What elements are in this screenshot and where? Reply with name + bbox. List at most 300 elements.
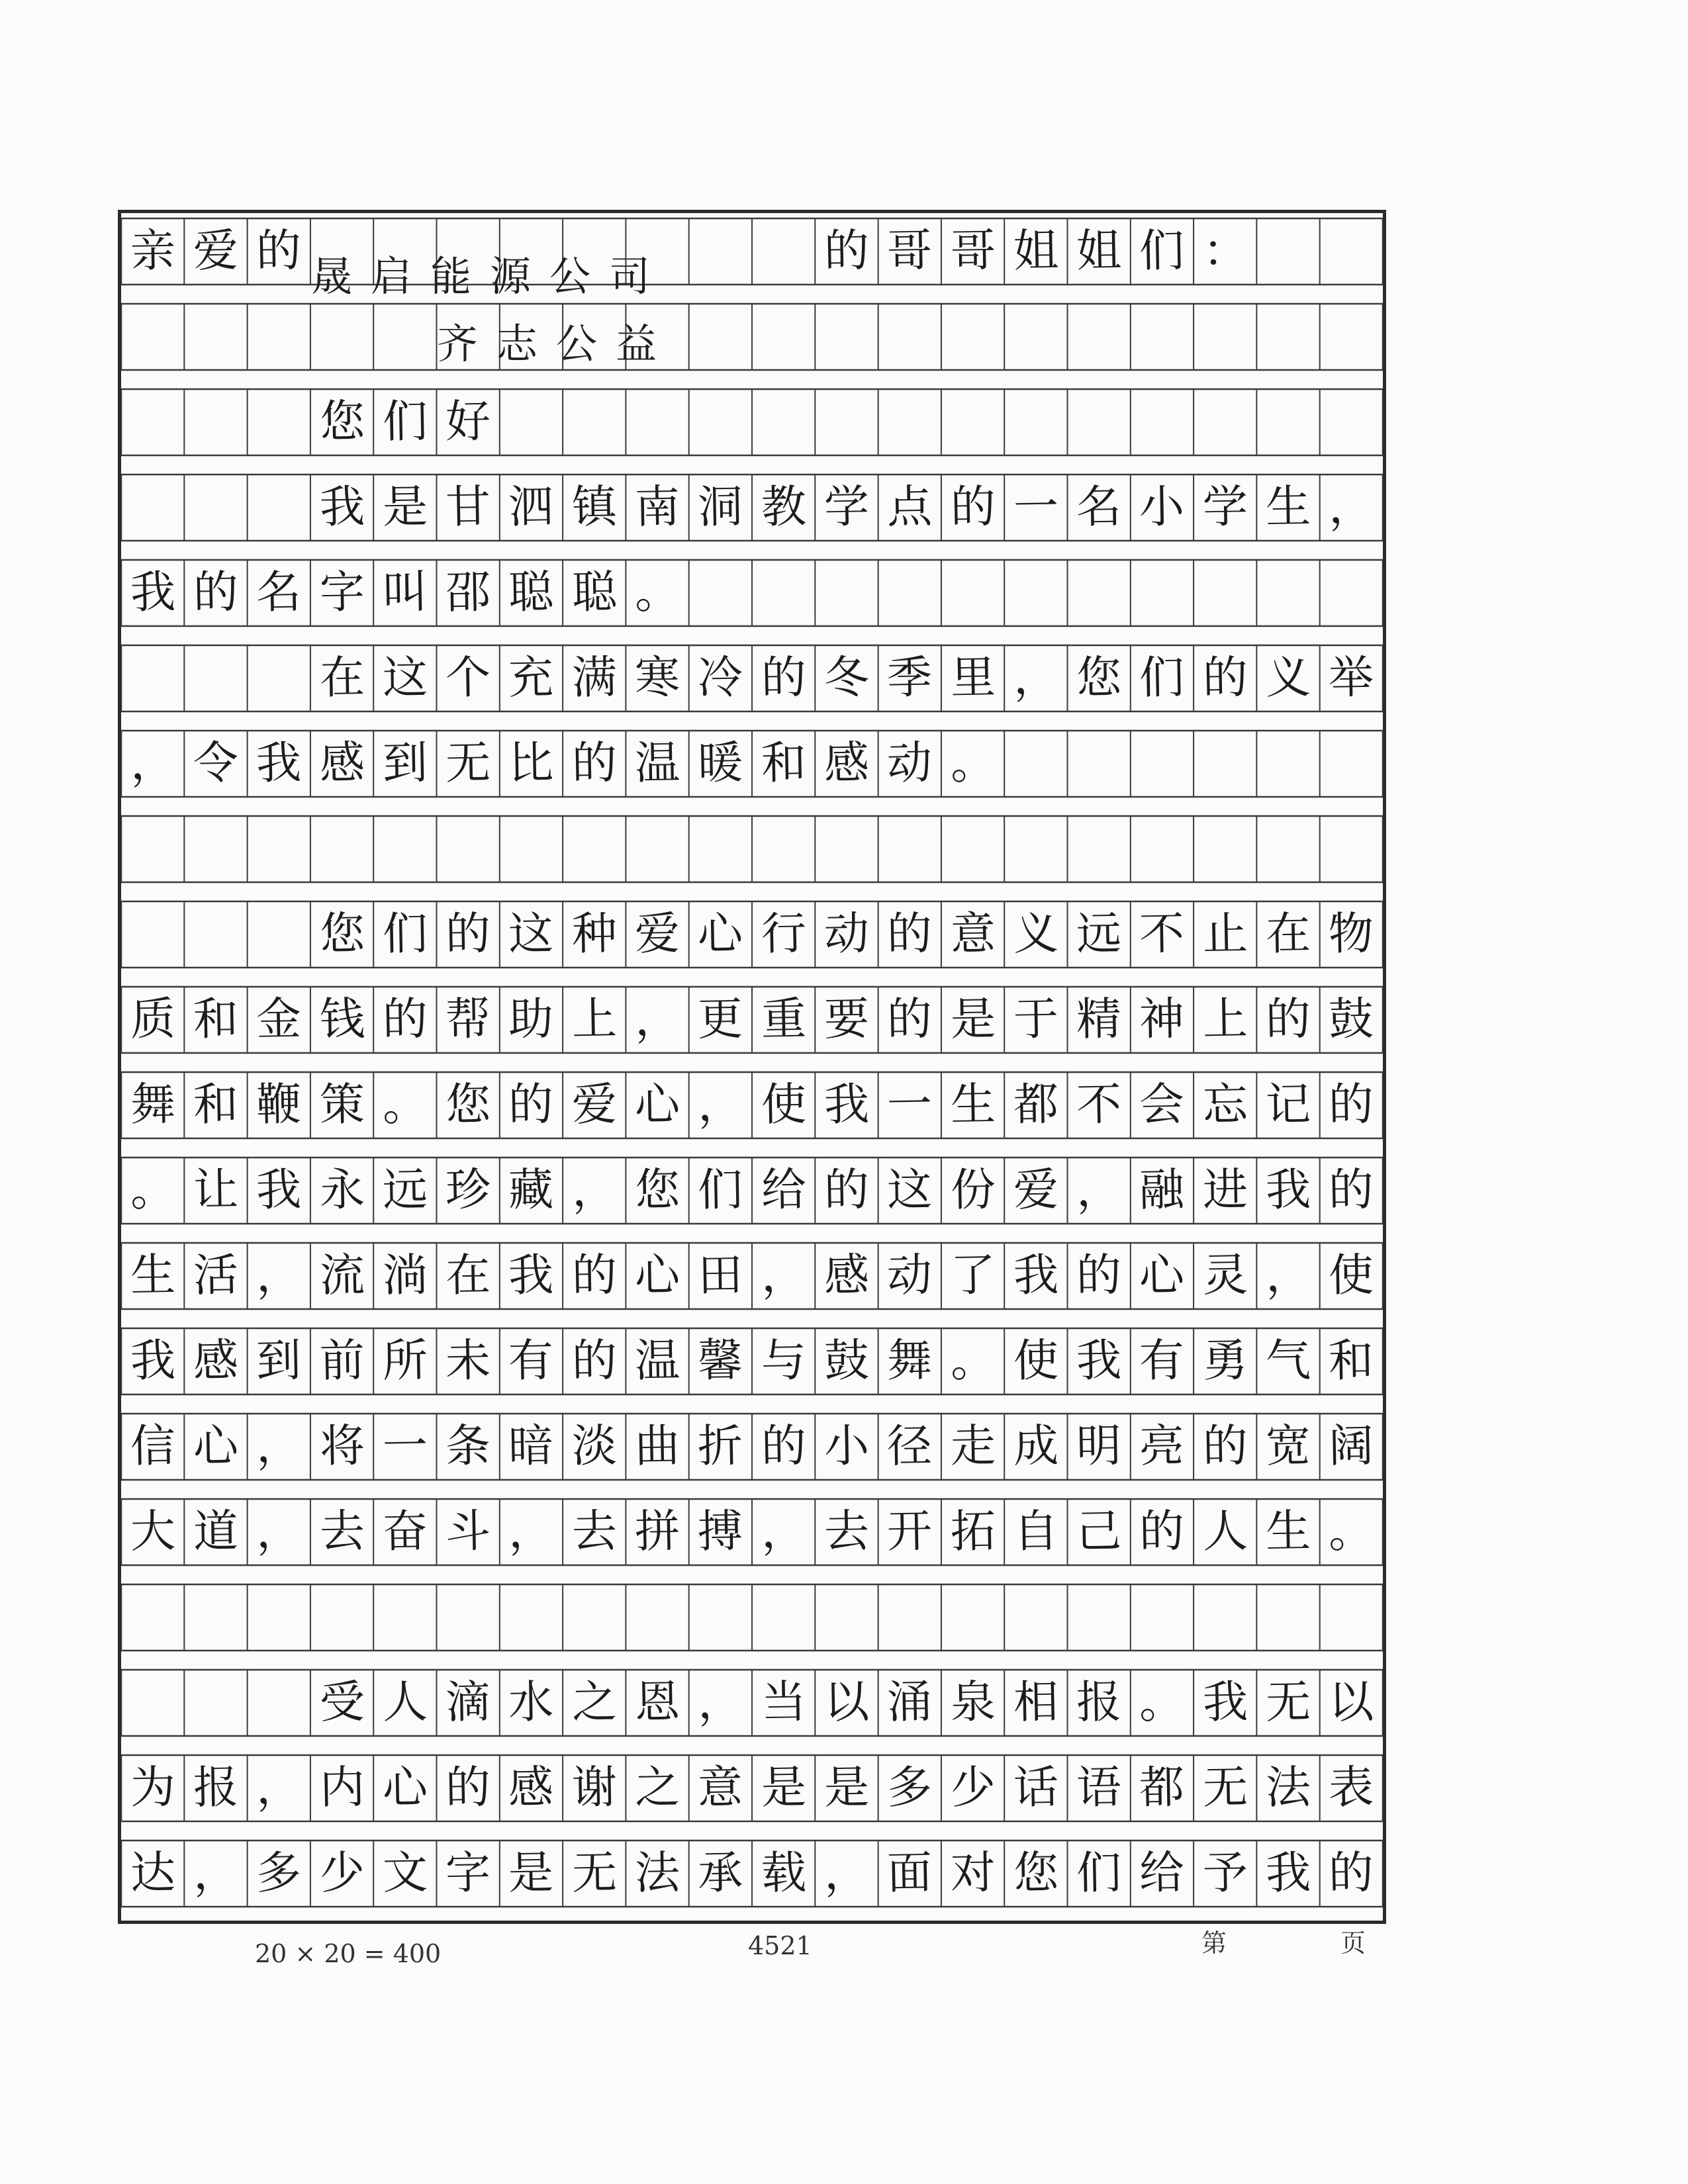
handwritten-character: 的	[1139, 1505, 1186, 1559]
manuscript-line	[121, 1072, 1383, 1138]
handwritten-character: 心	[634, 1078, 680, 1132]
handwritten-character: 一	[886, 1078, 933, 1132]
handwritten-character: 感	[823, 1249, 870, 1302]
handwritten-character: ，	[193, 1846, 239, 1900]
handwritten-character: 爱	[571, 1078, 618, 1132]
handwritten-character: 人	[382, 1676, 428, 1729]
handwritten-character: 远	[1076, 907, 1122, 961]
handwritten-character: 学	[823, 480, 870, 534]
handwritten-character: 忘	[1202, 1078, 1248, 1132]
handwritten-character: 给	[1139, 1846, 1186, 1900]
handwritten-character: 了	[949, 1249, 996, 1302]
handwritten-character: 以	[1328, 1676, 1375, 1729]
handwritten-character: 多	[256, 1846, 302, 1900]
manuscript-line	[121, 1243, 1383, 1309]
handwritten-character: 舞	[129, 1078, 176, 1132]
handwritten-character: 大	[129, 1505, 176, 1559]
manuscript-line	[121, 1755, 1383, 1821]
handwritten-character: 有	[508, 1334, 555, 1388]
handwritten-character: 淌	[382, 1249, 428, 1302]
handwritten-character: 勇	[1202, 1334, 1248, 1388]
handwritten-character: 名	[1076, 480, 1122, 534]
manuscript-line	[121, 987, 1383, 1053]
handwritten-character: 南	[634, 480, 680, 534]
handwritten-character: 的	[1265, 993, 1311, 1046]
handwritten-character: 动	[886, 737, 933, 790]
handwritten-character: ，	[823, 1846, 870, 1900]
handwritten-character: 生	[1265, 1505, 1311, 1559]
handwritten-character: 这	[508, 907, 555, 961]
handwritten-character: 。	[634, 566, 680, 619]
handwritten-character: 的	[508, 1078, 555, 1132]
handwritten-character: 上	[571, 993, 618, 1046]
handwritten-character: 无	[571, 1846, 618, 1900]
handwritten-character: 滴	[445, 1676, 491, 1729]
handwritten-character: 不	[1076, 1078, 1122, 1132]
handwritten-character: 受	[318, 1676, 365, 1729]
handwritten-character: 所	[382, 1334, 428, 1388]
handwritten-character: 无	[1265, 1676, 1311, 1729]
handwritten-character: 当	[760, 1676, 807, 1729]
manuscript-line	[121, 218, 1383, 285]
handwritten-character: 谢	[571, 1761, 618, 1815]
grid-spec: 20 × 20 = 400	[255, 1939, 442, 1968]
handwritten-character: 我	[1202, 1676, 1248, 1729]
handwritten-character: 进	[1202, 1163, 1248, 1217]
handwritten-character: 无	[1202, 1761, 1248, 1815]
handwritten-character: 我	[1265, 1846, 1311, 1900]
handwritten-character: 聪	[508, 566, 555, 619]
handwritten-character: 无	[445, 737, 491, 790]
handwritten-character: 感	[508, 1761, 555, 1815]
handwritten-character: 的	[445, 1761, 491, 1815]
handwritten-character: 的	[1328, 1078, 1375, 1132]
handwritten-character: 份	[949, 1163, 996, 1217]
handwritten-character: ，	[256, 1505, 302, 1559]
handwritten-character: 语	[1076, 1761, 1122, 1815]
handwritten-character: 和	[760, 737, 807, 790]
handwritten-character: 面	[886, 1846, 933, 1900]
handwritten-character: 流	[318, 1249, 365, 1302]
handwritten-character: 搏	[697, 1505, 744, 1559]
handwritten-character: 的	[445, 907, 491, 961]
handwritten-character: 不	[1139, 907, 1186, 961]
handwritten-character: 爱	[193, 224, 239, 278]
handwritten-character: 少	[318, 1846, 365, 1900]
manuscript-line	[121, 560, 1383, 626]
handwritten-character: 好	[445, 395, 491, 449]
handwritten-character: 亮	[1139, 1420, 1186, 1473]
manuscript-line	[121, 1328, 1383, 1394]
handwritten-character: 。	[1328, 1505, 1375, 1559]
handwritten-character: 字	[445, 1846, 491, 1900]
handwritten-character: 您	[1013, 1846, 1059, 1900]
handwritten-character: 我	[129, 1334, 176, 1388]
handwritten-character: ，	[1328, 480, 1375, 534]
handwritten-character: 是	[949, 993, 996, 1046]
handwritten-character: ，	[129, 737, 176, 790]
handwritten-character: 在	[445, 1249, 491, 1302]
handwritten-character: 意	[697, 1761, 744, 1815]
handwritten-character: 们	[382, 395, 428, 449]
handwritten-character: 的	[256, 224, 302, 278]
handwritten-character: ，	[697, 1078, 744, 1132]
handwritten-character: 。	[949, 1334, 996, 1388]
handwritten-character: 金	[256, 993, 302, 1046]
handwritten-character: 自	[1013, 1505, 1059, 1559]
handwritten-character: 动	[823, 907, 870, 961]
handwritten-character: 径	[886, 1420, 933, 1473]
handwritten-character: 和	[1328, 1334, 1375, 1388]
handwritten-character: 开	[886, 1505, 933, 1559]
handwritten-character: 是	[823, 1761, 870, 1815]
handwritten-character: 的	[571, 737, 618, 790]
manuscript-line	[121, 1499, 1383, 1565]
handwritten-character: 意	[949, 907, 996, 961]
handwritten-character: 。	[129, 1163, 176, 1217]
handwritten-character: 明	[1076, 1420, 1122, 1473]
handwritten-character: 神	[1139, 993, 1186, 1046]
handwritten-character: 令	[193, 737, 239, 790]
handwritten-character: 表	[1328, 1761, 1375, 1815]
handwritten-character: ，	[697, 1676, 744, 1729]
handwritten-character: 的	[1202, 651, 1248, 705]
handwritten-character: 己	[1076, 1505, 1122, 1559]
handwritten-character: 温	[634, 1334, 680, 1388]
handwritten-character: 我	[256, 1163, 302, 1217]
handwritten-character: 记	[1265, 1078, 1311, 1132]
handwritten-character: 这	[382, 651, 428, 705]
manuscript-line	[121, 389, 1383, 455]
handwritten-character: 田	[697, 1249, 744, 1302]
handwritten-character: ，	[760, 1505, 807, 1559]
handwritten-character: 馨	[697, 1334, 744, 1388]
handwritten-character: 的	[1328, 1846, 1375, 1900]
handwritten-character: 帮	[445, 993, 491, 1046]
handwritten-character: 教	[760, 480, 807, 534]
handwritten-character: 钱	[318, 993, 365, 1046]
handwritten-character: 精	[1076, 993, 1122, 1046]
handwritten-character: 我	[1265, 1163, 1311, 1217]
sheet-code: 4521	[748, 1931, 812, 1960]
handwritten-character: 。	[949, 737, 996, 790]
handwritten-character: ，	[1076, 1163, 1122, 1217]
handwritten-character: 水	[508, 1676, 555, 1729]
handwritten-character: 的	[193, 566, 239, 619]
handwritten-character: 您	[634, 1163, 680, 1217]
handwritten-character: 文	[382, 1846, 428, 1900]
handwritten-character: 心	[382, 1761, 428, 1815]
handwritten-character: 行	[760, 907, 807, 961]
handwritten-character: 哥	[886, 224, 933, 278]
handwritten-character: 上	[1202, 993, 1248, 1046]
handwritten-character: 给	[760, 1163, 807, 1217]
handwritten-character: 心	[1139, 1249, 1186, 1302]
handwritten-character: 藏	[508, 1163, 555, 1217]
handwritten-character: 我	[256, 737, 302, 790]
handwritten-character: 话	[1013, 1761, 1059, 1815]
handwritten-character: 予	[1202, 1846, 1248, 1900]
handwritten-character: 成	[1013, 1420, 1059, 1473]
handwritten-character: 冬	[823, 651, 870, 705]
manuscript-line	[121, 1584, 1383, 1651]
handwritten-character: ，	[1265, 1249, 1311, 1302]
handwritten-character: 我	[1013, 1249, 1059, 1302]
handwritten-character: 叫	[382, 566, 428, 619]
handwritten-character: 折	[697, 1420, 744, 1473]
handwritten-character: 于	[1013, 993, 1059, 1046]
handwritten-character: 使	[1328, 1249, 1375, 1302]
handwritten-character: 的	[886, 993, 933, 1046]
handwritten-character: 感	[823, 737, 870, 790]
handwritten-character: 举	[1328, 651, 1375, 705]
handwritten-character: 前	[318, 1334, 365, 1388]
handwritten-character: 在	[318, 651, 365, 705]
handwritten-character: 使	[1013, 1334, 1059, 1388]
handwritten-character: 曲	[634, 1420, 680, 1473]
handwritten-character: 道	[193, 1505, 239, 1559]
handwritten-character: 策	[318, 1078, 365, 1132]
manuscript-line	[121, 1158, 1383, 1224]
handwritten-character: 种	[571, 907, 618, 961]
handwritten-character: 重	[760, 993, 807, 1046]
handwritten-character: 的	[823, 1163, 870, 1217]
handwritten-character: 暖	[697, 737, 744, 790]
handwritten-character: 奋	[382, 1505, 428, 1559]
handwritten-character: 多	[886, 1761, 933, 1815]
handwritten-character: 生	[949, 1078, 996, 1132]
handwritten-character: 。	[382, 1078, 428, 1132]
handwritten-character: 更	[697, 993, 744, 1046]
handwritten-character: ，	[508, 1505, 555, 1559]
handwritten-character: ，	[256, 1761, 302, 1815]
handwritten-character: 宽	[1265, 1420, 1311, 1473]
handwritten-character: 学	[1202, 480, 1248, 534]
handwritten-character: 冷	[697, 651, 744, 705]
handwritten-character: 动	[886, 1249, 933, 1302]
page-suffix: 页	[1340, 1929, 1366, 1958]
handwritten-character: 泗	[508, 480, 555, 534]
handwritten-character: 我	[823, 1078, 870, 1132]
handwritten-character: 之	[634, 1761, 680, 1815]
handwritten-character: 姐	[1076, 224, 1122, 278]
handwritten-character: 字	[318, 566, 365, 619]
handwritten-character: 斗	[445, 1505, 491, 1559]
handwritten-character: 我	[1076, 1334, 1122, 1388]
handwritten-character: 报	[193, 1761, 239, 1815]
handwritten-character: 感	[318, 737, 365, 790]
handwritten-character: 心	[697, 907, 744, 961]
handwritten-character: 泉	[949, 1676, 996, 1729]
handwritten-character: 为	[129, 1761, 176, 1815]
handwritten-character: 的	[1076, 1249, 1122, 1302]
handwritten-character: 寒	[634, 651, 680, 705]
handwritten-character: 甘	[445, 480, 491, 534]
handwritten-character: 的	[571, 1334, 618, 1388]
handwritten-character: 条	[445, 1420, 491, 1473]
handwritten-character: 生	[129, 1249, 176, 1302]
handwritten-character: 涌	[886, 1676, 933, 1729]
handwritten-character: 融	[1139, 1163, 1186, 1217]
handwritten-character: 与	[760, 1334, 807, 1388]
handwritten-character: 一	[1013, 480, 1059, 534]
handwritten-character: 您	[1076, 651, 1122, 705]
handwritten-character: 名	[256, 566, 302, 619]
handwritten-character: 镇	[571, 480, 618, 534]
handwritten-character: 和	[193, 1078, 239, 1132]
handwritten-character: 姐	[1013, 224, 1059, 278]
handwritten-character: 到	[256, 1334, 302, 1388]
handwritten-character: 远	[382, 1163, 428, 1217]
handwritten-character: 哥	[949, 224, 996, 278]
handwritten-character: 法	[1265, 1761, 1311, 1815]
handwritten-character: 满	[571, 651, 618, 705]
page-prefix: 第	[1201, 1929, 1227, 1958]
handwritten-character: 亲	[129, 224, 176, 278]
handwritten-character: 比	[508, 737, 555, 790]
handwritten-character: 的	[382, 993, 428, 1046]
handwritten-character: 会	[1139, 1078, 1186, 1132]
handwritten-character: 少	[949, 1761, 996, 1815]
handwritten-character: 您	[318, 395, 365, 449]
handwritten-character: 义	[1013, 907, 1059, 961]
handwritten-character: 信	[129, 1420, 176, 1473]
handwritten-character: 止	[1202, 907, 1248, 961]
handwritten-character: 的	[949, 480, 996, 534]
manuscript-line	[121, 645, 1383, 711]
handwritten-character: 一	[382, 1420, 428, 1473]
handwritten-character: 人	[1202, 1505, 1248, 1559]
handwritten-character: 内	[318, 1761, 365, 1815]
handwritten-character: 活	[193, 1249, 239, 1302]
handwritten-character: 灵	[1202, 1249, 1248, 1302]
handwritten-character: 珍	[445, 1163, 491, 1217]
handwritten-character: 以	[823, 1676, 870, 1729]
handwritten-character: 小	[823, 1420, 870, 1473]
handwritten-character: 拓	[949, 1505, 996, 1559]
handwritten-character: 感	[193, 1334, 239, 1388]
handwritten-character: 都	[1013, 1078, 1059, 1132]
handwritten-character: 爱	[634, 907, 680, 961]
handwritten-character: 是	[382, 480, 428, 534]
handwritten-character: 质	[129, 993, 176, 1046]
handwritten-character: 法	[634, 1846, 680, 1900]
handwritten-character: 和	[193, 993, 239, 1046]
handwritten-character: 使	[760, 1078, 807, 1132]
handwritten-character: 心	[634, 1249, 680, 1302]
handwritten-character: 气	[1265, 1334, 1311, 1388]
handwritten-character: 小	[1139, 480, 1186, 534]
handwritten-character: 的	[886, 907, 933, 961]
handwritten-character: ，	[571, 1163, 618, 1217]
handwritten-character: 聪	[571, 566, 618, 619]
handwritten-character: 生	[1265, 480, 1311, 534]
manuscript-line	[121, 731, 1383, 797]
handwritten-character: 。	[1139, 1676, 1186, 1729]
handwritten-character: 相	[1013, 1676, 1059, 1729]
handwritten-character: 们	[1139, 651, 1186, 705]
handwritten-character: ，	[256, 1249, 302, 1302]
manuscript-line	[121, 816, 1383, 882]
handwritten-character: 您	[445, 1078, 491, 1132]
handwritten-character: 恩	[634, 1676, 680, 1729]
handwritten-character: 的	[1202, 1420, 1248, 1473]
handwritten-character: 们	[1076, 1846, 1122, 1900]
manuscript-paper	[118, 210, 1386, 1924]
manuscript-grid	[121, 213, 1383, 1921]
handwritten-character: 鞭	[256, 1078, 302, 1132]
handwritten-character: 将	[318, 1420, 365, 1473]
handwritten-character: 的	[571, 1249, 618, 1302]
handwritten-character: 鼓	[823, 1334, 870, 1388]
company-name: 晟启能源公司	[311, 252, 669, 300]
handwritten-character: 季	[886, 651, 933, 705]
manuscript-line	[121, 1414, 1383, 1480]
handwritten-character: 个	[445, 651, 491, 705]
handwritten-character: 爱	[1013, 1163, 1059, 1217]
handwritten-character: 邵	[445, 566, 491, 619]
handwritten-character: 暗	[508, 1420, 555, 1473]
handwritten-character: 是	[760, 1761, 807, 1815]
handwritten-character: 之	[571, 1676, 618, 1729]
handwritten-character: 让	[193, 1163, 239, 1217]
handwritten-character: 承	[697, 1846, 744, 1900]
handwritten-character: 的	[1328, 1163, 1375, 1217]
handwritten-character: 的	[823, 224, 870, 278]
handwritten-character: 温	[634, 737, 680, 790]
handwritten-character: 助	[508, 993, 555, 1046]
handwritten-character: 对	[949, 1846, 996, 1900]
handwritten-character: 未	[445, 1334, 491, 1388]
handwritten-character: 里	[949, 651, 996, 705]
handwritten-character: 点	[886, 480, 933, 534]
handwritten-character: 物	[1328, 907, 1375, 961]
handwritten-character: 要	[823, 993, 870, 1046]
handwritten-character: 到	[382, 737, 428, 790]
handwritten-character: 心	[193, 1420, 239, 1473]
manuscript-line	[121, 901, 1383, 968]
handwritten-character: 永	[318, 1163, 365, 1217]
handwritten-character: ，	[256, 1420, 302, 1473]
handwritten-character: 洞	[697, 480, 744, 534]
handwritten-character: 走	[949, 1420, 996, 1473]
handwritten-character: 淡	[571, 1420, 618, 1473]
handwritten-character: 载	[760, 1846, 807, 1900]
handwritten-character: 拼	[634, 1505, 680, 1559]
handwritten-character: 的	[760, 1420, 807, 1473]
handwritten-character: 报	[1076, 1676, 1122, 1729]
handwritten-character: 都	[1139, 1761, 1186, 1815]
handwritten-character: 您	[318, 907, 365, 961]
handwritten-character: 达	[129, 1846, 176, 1900]
handwritten-character: 在	[1265, 907, 1311, 961]
handwritten-character: ，	[634, 993, 680, 1046]
handwritten-character: 有	[1139, 1334, 1186, 1388]
handwritten-character: 是	[508, 1846, 555, 1900]
handwritten-character: 们	[697, 1163, 744, 1217]
handwritten-character: 舞	[886, 1334, 933, 1388]
handwritten-character: ，	[1013, 651, 1059, 705]
handwritten-character: 的	[760, 651, 807, 705]
handwritten-character: 义	[1265, 651, 1311, 705]
charity-name: 齐志公益	[437, 320, 676, 368]
handwritten-character: ：	[1202, 224, 1248, 278]
manuscript-line	[121, 475, 1383, 541]
handwritten-character: ，	[760, 1249, 807, 1302]
handwritten-character: 去	[318, 1505, 365, 1559]
handwritten-character: 们	[1139, 224, 1186, 278]
manuscript-line	[121, 304, 1383, 370]
